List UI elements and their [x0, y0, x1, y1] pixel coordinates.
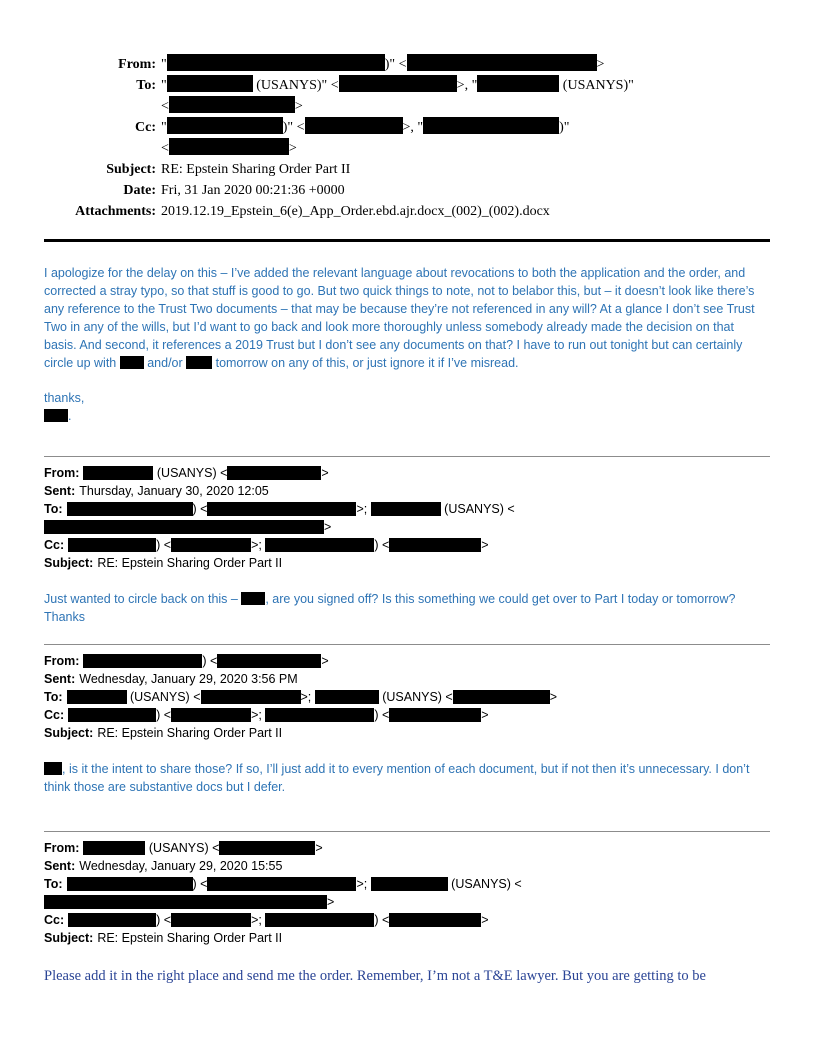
header-row-to	[44, 75, 770, 117]
redaction-bar	[389, 538, 481, 552]
header-row-date	[44, 180, 770, 201]
redaction-bar	[265, 708, 374, 722]
text-segment: ) <	[156, 538, 172, 552]
text-segment: (USANYS) <	[440, 502, 515, 516]
redaction-bar	[407, 54, 597, 71]
redaction-bar	[68, 538, 156, 552]
redaction-bar	[83, 466, 153, 480]
text-segment: >	[327, 895, 335, 909]
redaction-bar	[265, 913, 374, 927]
text-segment: (USANYS) <	[378, 690, 453, 704]
text-segment: and/or	[143, 356, 187, 370]
redaction-bar	[44, 520, 324, 534]
text-segment: >	[321, 654, 329, 668]
quoted-1-cc-value	[68, 538, 488, 552]
redaction-bar	[305, 117, 403, 134]
text-segment: >	[315, 841, 323, 855]
quoted-3-sent-label: Sent:	[44, 859, 76, 873]
text-segment: >;	[251, 708, 266, 722]
redaction-bar	[83, 841, 145, 855]
quoted-1-sent-label: Sent:	[44, 484, 76, 498]
text-segment: >;	[251, 913, 266, 927]
quoted-3-cc-row	[44, 911, 770, 929]
redaction-bar	[389, 913, 481, 927]
text-segment: ) <	[374, 708, 390, 722]
quoted-1-subject-label: Subject:	[44, 556, 94, 570]
quoted-3-cc-value	[68, 913, 488, 927]
quoted-2-sent-row	[44, 670, 770, 688]
redaction-bar	[423, 117, 559, 134]
text-segment: >	[321, 466, 329, 480]
redaction-bar	[167, 75, 253, 92]
text-segment: ) <	[374, 538, 390, 552]
header-row-cc	[44, 117, 770, 159]
cc-value-line-1	[161, 117, 770, 138]
quoted-3-body	[44, 967, 770, 986]
quoted-2-cc-row	[44, 706, 770, 724]
quoted-2-subject-label: Subject:	[44, 726, 94, 740]
quoted-1-from-label: From:	[44, 466, 80, 480]
text-segment: >	[549, 690, 558, 704]
quoted-2-to-row	[44, 688, 770, 706]
quoted-3-to-value	[44, 877, 522, 909]
subject-value: RE: Epstein Sharing Order Part II	[161, 162, 351, 177]
quoted-3-from-row	[44, 839, 770, 857]
header-divider-rule	[44, 239, 770, 242]
message-paragraph	[44, 264, 770, 372]
quoted-3-to-label: To:	[44, 877, 63, 891]
text-segment: >	[481, 913, 489, 927]
redaction-bar	[171, 913, 251, 927]
text-segment: ) <	[202, 654, 218, 668]
text-segment: >	[481, 708, 489, 722]
redaction-bar	[67, 502, 193, 516]
text-segment: (USANYS) <	[153, 466, 228, 480]
email-header	[44, 54, 770, 222]
header-row-from	[44, 54, 770, 75]
quoted-email-1	[44, 456, 770, 626]
redaction-bar	[371, 502, 441, 516]
text-segment: >;	[300, 690, 315, 704]
text-segment: >	[288, 141, 297, 156]
text-segment: I apologize for the delay on this – I’ve added the relevant language about revocations to both the application and the order, and corrected a stray typo, so that stuff is good to go. But two quick things to note, not to belabor this, but – it doesn’t look like there’s any reference to the Trust Two documents – that may be because they’re not referenced in any will? At a glance I don’t see Trust Two in any of the wills, but I’d want to go back and look more thoroughly unless somebody already made the decision on that basis. And second, it references a 2019 Trust but I don’t see any documents on that? I have to run out tonight but can certainly circle up with	[44, 266, 755, 370]
text-segment: Please add it in the right place and send me the order. Remember, I’m not a T&E lawyer. But you are getting to be	[44, 968, 706, 984]
redaction-bar	[207, 877, 356, 891]
quoted-1-cc-row	[44, 536, 770, 554]
text-segment: ) <	[192, 877, 208, 891]
quoted-1-cc-label: Cc:	[44, 538, 65, 552]
redaction-bar	[120, 356, 144, 369]
quoted-1-to-value	[44, 502, 515, 534]
text-segment: ) <	[192, 502, 208, 516]
redaction-bar	[339, 75, 457, 92]
quoted-2-sent-value: Wednesday, January 29, 2020 3:56 PM	[79, 672, 298, 686]
redaction-bar	[67, 877, 193, 891]
quoted-email-2	[44, 644, 770, 796]
quoted-3-to-row	[44, 875, 770, 911]
date-label: Date:	[123, 183, 156, 198]
quoted-1-subject-value: RE: Epstein Sharing Order Part II	[97, 556, 283, 570]
redaction-bar	[44, 895, 327, 909]
quoted-2-to-value	[67, 690, 558, 704]
redaction-bar	[167, 54, 385, 71]
text-segment: >	[596, 57, 605, 72]
quoted-2-subject-value: RE: Epstein Sharing Order Part II	[97, 726, 283, 740]
quoted-1-from-value	[83, 466, 328, 480]
redaction-bar	[389, 708, 481, 722]
text-segment: ) <	[156, 913, 172, 927]
to-label: To:	[136, 78, 156, 93]
quoted-3-cc-label: Cc:	[44, 913, 65, 927]
quoted-2-sent-label: Sent:	[44, 672, 76, 686]
from-value	[161, 54, 770, 75]
redaction-bar	[217, 654, 321, 668]
quoted-3-from-value	[83, 841, 322, 855]
quoted-1-subject-row	[44, 554, 770, 572]
redaction-bar	[68, 913, 156, 927]
quoted-3-sent-row	[44, 857, 770, 875]
redaction-bar	[315, 690, 379, 704]
quoted-2-from-label: From:	[44, 654, 80, 668]
quoted-2-from-value	[83, 654, 328, 668]
redaction-bar	[265, 538, 374, 552]
from-label: From:	[118, 57, 156, 72]
quoted-email-3	[44, 831, 770, 986]
quoted-2-subject-row	[44, 724, 770, 742]
message-signature	[44, 407, 770, 425]
message-closing: thanks,	[44, 391, 85, 405]
quoted-2-body	[44, 760, 770, 796]
header-row-subject	[44, 159, 770, 180]
text-segment: ) <	[156, 708, 172, 722]
quoted-2-to-label: To:	[44, 690, 63, 704]
quoted-3-subject-value: RE: Epstein Sharing Order Part II	[97, 931, 283, 945]
text-segment: >;	[356, 502, 371, 516]
to-value	[161, 75, 770, 117]
subject-label: Subject:	[106, 162, 156, 177]
text-segment: >	[294, 99, 303, 114]
attachments-label: Attachments:	[75, 204, 156, 219]
quoted-3-sent-value: Wednesday, January 29, 2020 15:55	[79, 859, 283, 873]
text-segment: "	[161, 78, 167, 93]
text-segment: tomorrow on any of this, or just ignore it if I’ve misread.	[212, 356, 519, 370]
text-segment: (USANYS)"	[559, 78, 634, 93]
redaction-bar	[186, 356, 212, 369]
text-segment: Just wanted to circle back on this –	[44, 592, 242, 606]
quoted-2-from-row	[44, 652, 770, 670]
to-value-line-2	[161, 96, 770, 117]
date-value: Fri, 31 Jan 2020 00:21:36 +0000	[161, 183, 345, 198]
redaction-bar	[44, 762, 62, 775]
quoted-1-from-row	[44, 464, 770, 482]
text-segment: (USANYS) <	[447, 877, 522, 891]
quoted-2-cc-label: Cc:	[44, 708, 65, 722]
quoted-3-from-label: From:	[44, 841, 80, 855]
redaction-bar	[167, 117, 283, 134]
text-segment: )" <	[282, 120, 305, 135]
text-segment: "	[161, 120, 167, 135]
text-segment: >, "	[402, 120, 424, 135]
redaction-bar	[241, 592, 265, 605]
cc-value-line-2	[161, 138, 770, 159]
quoted-3-subject-row	[44, 929, 770, 947]
text-segment: <	[161, 141, 169, 156]
text-segment: (USANYS) <	[126, 690, 201, 704]
redaction-bar	[453, 690, 550, 704]
text-segment: >;	[356, 877, 371, 891]
text-segment: ) <	[374, 913, 390, 927]
redaction-bar	[171, 538, 251, 552]
redaction-bar	[171, 708, 251, 722]
text-segment: (USANYS)" <	[252, 78, 339, 93]
text-segment: >	[324, 520, 332, 534]
redaction-bar	[371, 877, 448, 891]
attachment-filename: 2019.12.19_Epstein_6(e)_App_Order.ebd.ajr.docx_(002)_(002).docx	[161, 204, 550, 219]
redaction-bar	[169, 96, 295, 113]
text-segment: )" <	[384, 57, 407, 72]
redaction-bar	[68, 708, 156, 722]
text-segment: >	[481, 538, 489, 552]
quoted-1-body	[44, 590, 770, 626]
text-segment: , are you signed off? Is this something we could get over to Part I today or tomorrow? Thanks	[44, 592, 736, 624]
text-segment: , is it the intent to share those? If so, I’ll just add it to every mention of each document, but if not then it’s unnecessary. I don’t think those are substantive docs but I defer.	[44, 762, 750, 794]
text-segment: >, "	[456, 78, 478, 93]
text-segment: (USANYS) <	[145, 841, 220, 855]
text-segment: <	[161, 99, 169, 114]
quoted-1-sent-value: Thursday, January 30, 2020 12:05	[79, 484, 269, 498]
redaction-bar	[44, 409, 68, 422]
text-segment: .	[68, 409, 72, 423]
quoted-2-cc-value	[68, 708, 488, 722]
redaction-bar	[477, 75, 559, 92]
redaction-bar	[67, 690, 127, 704]
redaction-bar	[201, 690, 301, 704]
text-segment: )"	[559, 120, 570, 135]
redaction-bar	[219, 841, 315, 855]
quoted-3-subject-label: Subject:	[44, 931, 94, 945]
header-row-attachments	[44, 201, 770, 222]
quoted-1-sent-row	[44, 482, 770, 500]
to-value-line-1	[161, 75, 770, 96]
text-segment: >;	[251, 538, 266, 552]
quoted-1-to-label: To:	[44, 502, 63, 516]
quoted-1-to-row	[44, 500, 770, 536]
redaction-bar	[83, 654, 202, 668]
text-segment: "	[161, 57, 167, 72]
redaction-bar	[227, 466, 321, 480]
redaction-bar	[169, 138, 289, 155]
redaction-bar	[207, 502, 356, 516]
cc-label: Cc:	[135, 120, 156, 135]
cc-value	[161, 117, 770, 159]
